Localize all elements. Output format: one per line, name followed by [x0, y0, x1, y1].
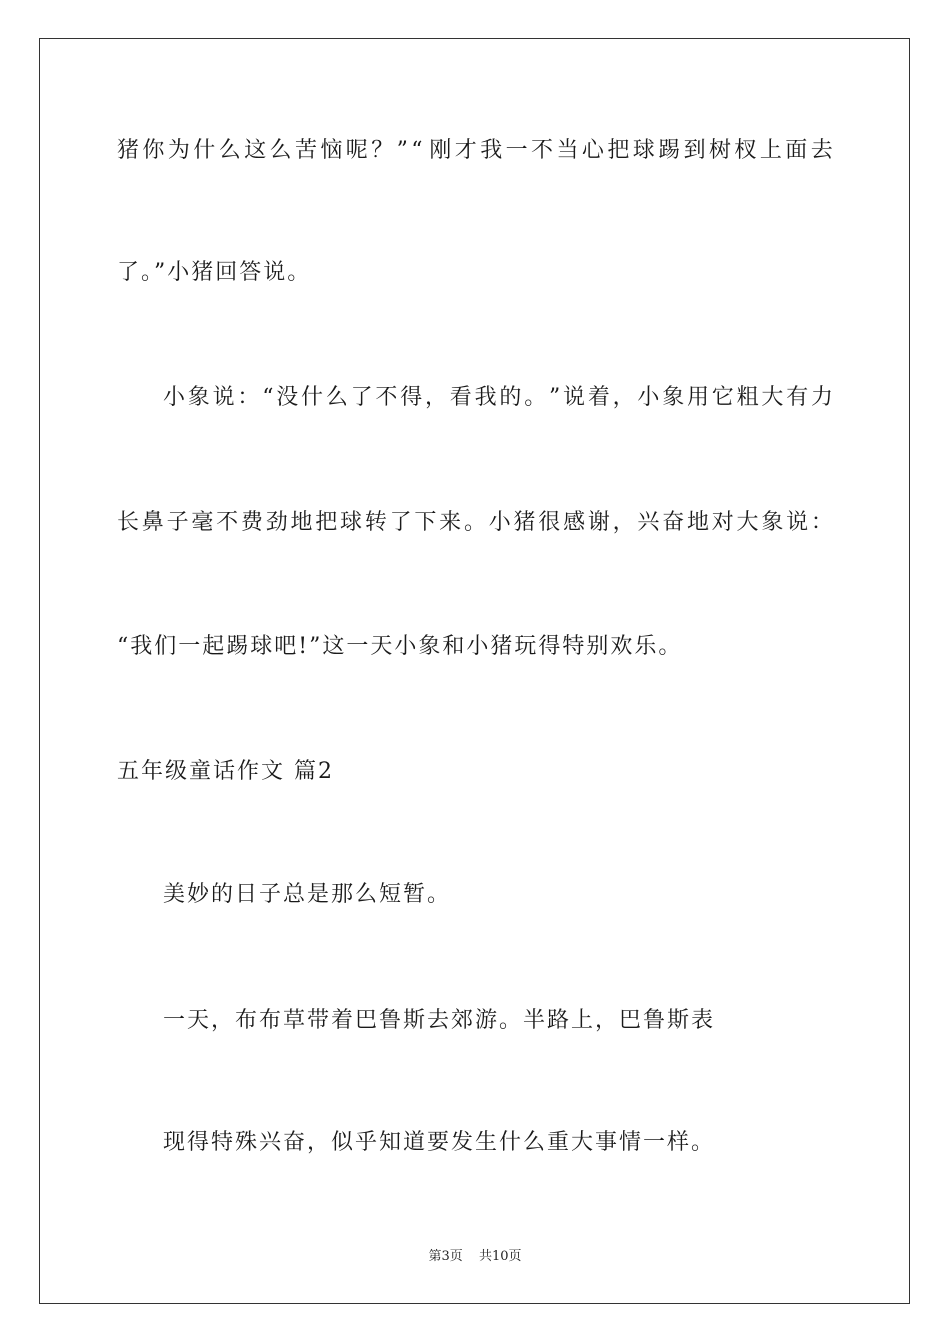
text-char: ， — [425, 385, 448, 410]
text-char: ” — [396, 138, 408, 163]
text-char: 了 — [350, 385, 373, 410]
text-char: 转 — [364, 510, 387, 535]
text-char: 球 — [340, 510, 363, 535]
text-char: ： — [810, 510, 833, 535]
text-char: 小 — [163, 385, 186, 410]
text-char: 。 — [524, 385, 547, 410]
text-char: 它 — [711, 385, 734, 410]
text-char: 。 — [463, 510, 486, 535]
paragraph-line-5: “我们一起踢球吧!”这一天小象和小猪玩得特别欢乐。 — [117, 634, 683, 659]
section-title: 五年级童话作文 篇2 — [117, 759, 334, 784]
page-footer — [0, 1248, 950, 1266]
text-char: 着 — [587, 385, 610, 410]
text-char: ？ — [371, 138, 394, 163]
text-char: 小 — [637, 385, 660, 410]
text-char: 了 — [389, 510, 412, 535]
text-char: 树 — [709, 138, 732, 163]
text-char: “ — [262, 385, 274, 410]
text-char: 谢 — [587, 510, 610, 535]
paragraph-line-2: 了。”小猪回答说。 — [117, 260, 312, 285]
page-frame — [39, 38, 910, 1304]
text-char: 上 — [759, 138, 782, 163]
text-char: ” — [548, 385, 561, 410]
text-char: 小 — [488, 510, 511, 535]
text-char: 对 — [711, 510, 734, 535]
text-char: 来 — [439, 510, 462, 535]
text-char: 刚 — [429, 138, 452, 163]
text-char: 很 — [538, 510, 561, 535]
section-line-2: 一天，布布草带着巴鲁斯去郊游。半路上，巴鲁斯表 — [163, 1008, 716, 1033]
text-char: ： — [237, 385, 260, 410]
text-char: 什 — [193, 138, 216, 163]
page-number: 第3页 — [428, 1249, 463, 1264]
text-char: 劲 — [265, 510, 288, 535]
text-char: 你 — [142, 138, 165, 163]
text-char: 得 — [400, 385, 423, 410]
paragraph-line-1 — [117, 136, 833, 166]
text-char: 力 — [810, 385, 833, 410]
text-char: 没 — [276, 385, 299, 410]
text-char: 象 — [761, 510, 784, 535]
text-char: 鼻 — [141, 510, 164, 535]
text-char: 么 — [325, 385, 348, 410]
text-char: 么 — [269, 138, 292, 163]
text-char: 有 — [786, 385, 809, 410]
text-char: 毫 — [191, 510, 214, 535]
text-char: 粗 — [736, 385, 759, 410]
text-char: 说 — [212, 385, 235, 410]
text-char: 球 — [632, 138, 655, 163]
text-char: 我 — [480, 138, 503, 163]
text-char: ， — [612, 385, 635, 410]
text-char: 踢 — [658, 138, 681, 163]
text-char: 面 — [785, 138, 808, 163]
text-char: 这 — [244, 138, 267, 163]
text-char: 地 — [290, 510, 313, 535]
text-char: 呢 — [345, 138, 368, 163]
text-char: 大 — [736, 510, 759, 535]
text-char: 恼 — [320, 138, 343, 163]
text-char: 地 — [686, 510, 709, 535]
text-char: 心 — [581, 138, 604, 163]
text-char: 去 — [810, 138, 833, 163]
text-char: 么 — [218, 138, 241, 163]
text-char: 到 — [683, 138, 706, 163]
text-char: 看 — [449, 385, 472, 410]
page-total: 共10页 — [478, 1249, 522, 1264]
text-char: 苦 — [294, 138, 317, 163]
section-line-1: 美妙的日子总是那么短暂。 — [163, 882, 452, 907]
text-char: 大 — [761, 385, 784, 410]
text-char: 当 — [556, 138, 579, 163]
text-char: 感 — [563, 510, 586, 535]
text-char: 长 — [117, 510, 140, 535]
text-char: 的 — [499, 385, 522, 410]
paragraph-line-3 — [163, 383, 833, 413]
text-char: 象 — [187, 385, 210, 410]
text-char: 象 — [662, 385, 685, 410]
text-char: ， — [612, 510, 635, 535]
text-char: 用 — [687, 385, 710, 410]
text-char: 不 — [375, 385, 398, 410]
text-char: 兴 — [637, 510, 660, 535]
text-char: 费 — [240, 510, 263, 535]
text-char: 子 — [166, 510, 189, 535]
text-char: 猪 — [513, 510, 536, 535]
text-char: 下 — [414, 510, 437, 535]
text-char: 把 — [607, 138, 630, 163]
text-char: 才 — [454, 138, 477, 163]
text-char: 不 — [216, 510, 239, 535]
paragraph-line-4 — [117, 508, 833, 538]
text-char: 一 — [505, 138, 528, 163]
text-char: 奋 — [662, 510, 685, 535]
text-char: “ — [411, 138, 423, 163]
text-char: 杈 — [734, 138, 757, 163]
text-char: 把 — [315, 510, 338, 535]
text-char: 什 — [301, 385, 324, 410]
section-line-3: 现得特殊兴奋，似乎知道要发生什么重大事情一样。 — [163, 1130, 716, 1155]
text-char: 为 — [167, 138, 190, 163]
text-char: 猪 — [117, 138, 140, 163]
text-char: 不 — [531, 138, 554, 163]
text-char: 说 — [786, 510, 809, 535]
text-char: 说 — [563, 385, 586, 410]
text-char: 我 — [474, 385, 497, 410]
